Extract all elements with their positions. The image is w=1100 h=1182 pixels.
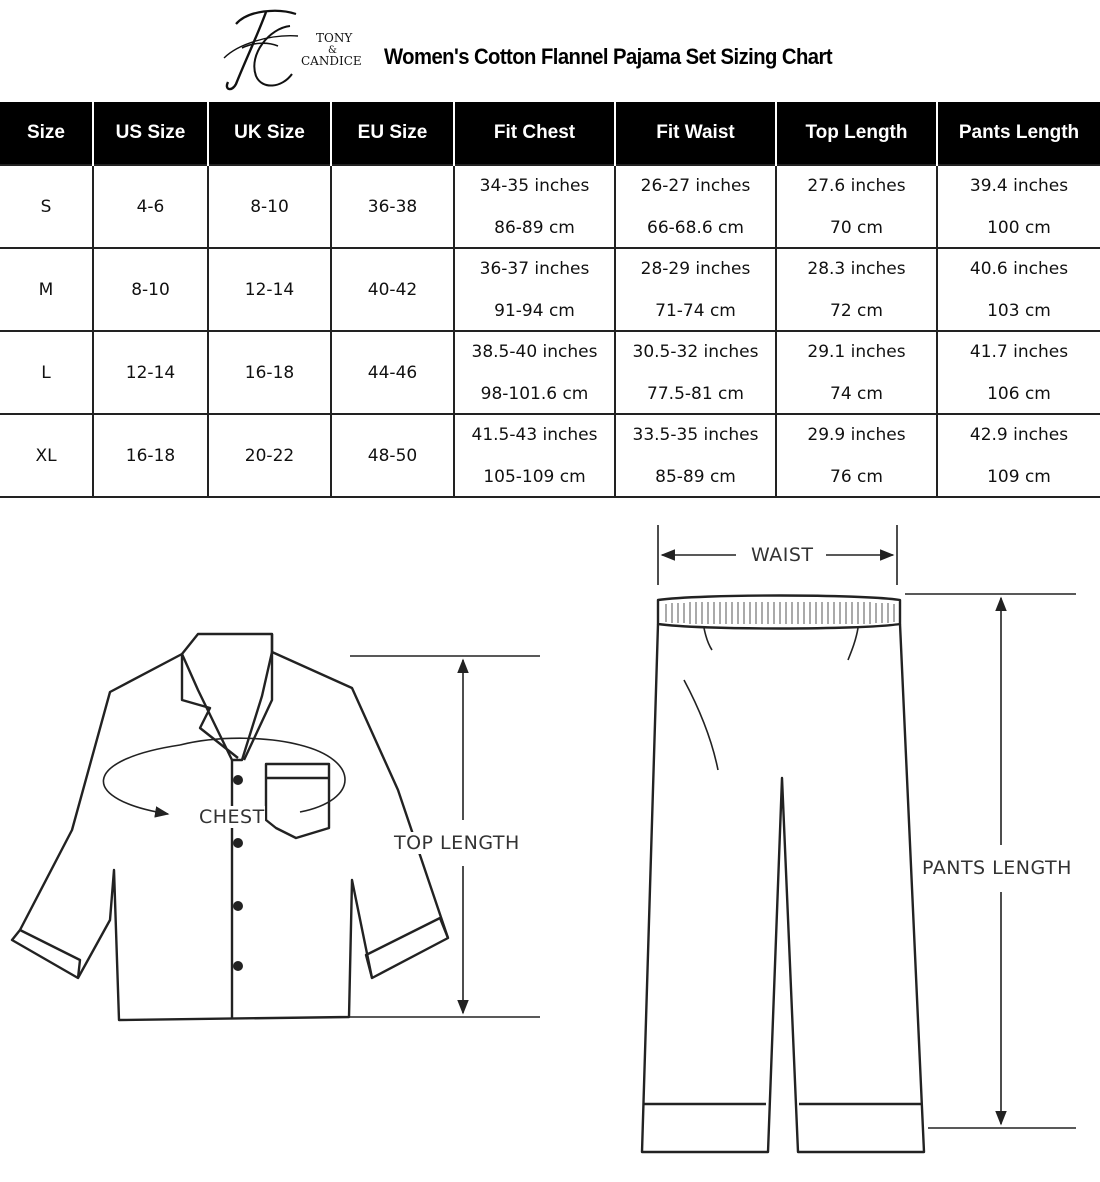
waist-label: WAIST bbox=[751, 544, 814, 566]
uk-size-cell: 8-10 bbox=[208, 165, 331, 248]
chest-measure-icon bbox=[103, 738, 345, 814]
column-header-eu-size: EU Size bbox=[331, 102, 454, 165]
pants-inches: 40.6 inches bbox=[969, 258, 1069, 279]
waist-cm: 77.5-81 cm bbox=[647, 383, 744, 404]
chest-cm: 86-89 cm bbox=[494, 217, 575, 238]
top-inches: 27.6 inches bbox=[807, 175, 906, 196]
chest-label: CHEST bbox=[199, 806, 265, 828]
pants-cm: 106 cm bbox=[987, 383, 1051, 404]
waist-cm: 66-68.6 cm bbox=[647, 217, 744, 238]
waist-inches: 33.5-35 inches bbox=[632, 424, 759, 445]
chest-inches: 36-37 inches bbox=[479, 258, 590, 279]
waistband-ribbing bbox=[666, 602, 894, 624]
us-size-cell: 8-10 bbox=[93, 248, 208, 331]
size-cell: M bbox=[0, 248, 93, 331]
pants-inches: 41.7 inches bbox=[969, 341, 1069, 362]
pants-inches: 42.9 inches bbox=[969, 424, 1069, 445]
chest-cm: 91-94 cm bbox=[494, 300, 575, 321]
column-header-top-length: Top Length bbox=[776, 102, 937, 165]
eu-size-cell: 44-46 bbox=[331, 331, 454, 414]
pants-cm: 100 cm bbox=[987, 217, 1051, 238]
uk-size-cell: 16-18 bbox=[208, 331, 331, 414]
uk-size-cell: 20-22 bbox=[208, 414, 331, 497]
pants-cm: 109 cm bbox=[987, 466, 1051, 487]
column-header-size: Size bbox=[0, 102, 93, 165]
eu-size-cell: 36-38 bbox=[331, 165, 454, 248]
column-header-fit-chest: Fit Chest bbox=[454, 102, 615, 165]
top-inches: 29.1 inches bbox=[807, 341, 906, 362]
chest-inches: 34-35 inches bbox=[479, 175, 590, 196]
pants-length-label: PANTS LENGTH bbox=[922, 857, 1072, 879]
waist-inches: 30.5-32 inches bbox=[632, 341, 759, 362]
eu-size-cell: 40-42 bbox=[331, 248, 454, 331]
pajama-pants-icon bbox=[642, 596, 924, 1153]
column-header-uk-size: UK Size bbox=[208, 102, 331, 165]
waist-cm: 71-74 cm bbox=[655, 300, 736, 321]
eu-size-cell: 48-50 bbox=[331, 414, 454, 497]
top-length-label: TOP LENGTH bbox=[394, 832, 520, 854]
us-size-cell: 4-6 bbox=[93, 165, 208, 248]
column-header-pants-length: Pants Length bbox=[937, 102, 1100, 165]
top-cm: 76 cm bbox=[830, 466, 883, 487]
size-cell: XL bbox=[0, 414, 93, 497]
brand-ampersand: & bbox=[328, 45, 337, 56]
top-cm: 74 cm bbox=[830, 383, 883, 404]
waist-inches: 28-29 inches bbox=[640, 258, 751, 279]
top-cm: 72 cm bbox=[830, 300, 883, 321]
column-header-us-size: US Size bbox=[93, 102, 208, 165]
pants-cm: 103 cm bbox=[987, 300, 1051, 321]
size-cell: S bbox=[0, 165, 93, 248]
top-inches: 29.9 inches bbox=[807, 424, 906, 445]
brand-name-top: TONY bbox=[316, 31, 353, 45]
page-title: Women's Cotton Flannel Pajama Set Sizing Chart bbox=[384, 44, 833, 69]
brand-name-bottom: CANDICE bbox=[301, 54, 362, 68]
waist-inches: 26-27 inches bbox=[640, 175, 751, 196]
uk-size-cell: 12-14 bbox=[208, 248, 331, 331]
column-header-fit-waist: Fit Waist bbox=[615, 102, 776, 165]
pants-inches: 39.4 inches bbox=[969, 175, 1069, 196]
chest-cm: 98-101.6 cm bbox=[480, 383, 589, 404]
waist-cm: 85-89 cm bbox=[655, 466, 736, 487]
us-size-cell: 16-18 bbox=[93, 414, 208, 497]
pajama-buttons bbox=[233, 775, 243, 971]
chest-inches: 41.5-43 inches bbox=[471, 424, 598, 445]
us-size-cell: 12-14 bbox=[93, 331, 208, 414]
top-cm: 70 cm bbox=[830, 217, 883, 238]
chest-cm: 105-109 cm bbox=[483, 466, 586, 487]
top-inches: 28.3 inches bbox=[807, 258, 906, 279]
chest-inches: 38.5-40 inches bbox=[471, 341, 598, 362]
size-cell: L bbox=[0, 331, 93, 414]
